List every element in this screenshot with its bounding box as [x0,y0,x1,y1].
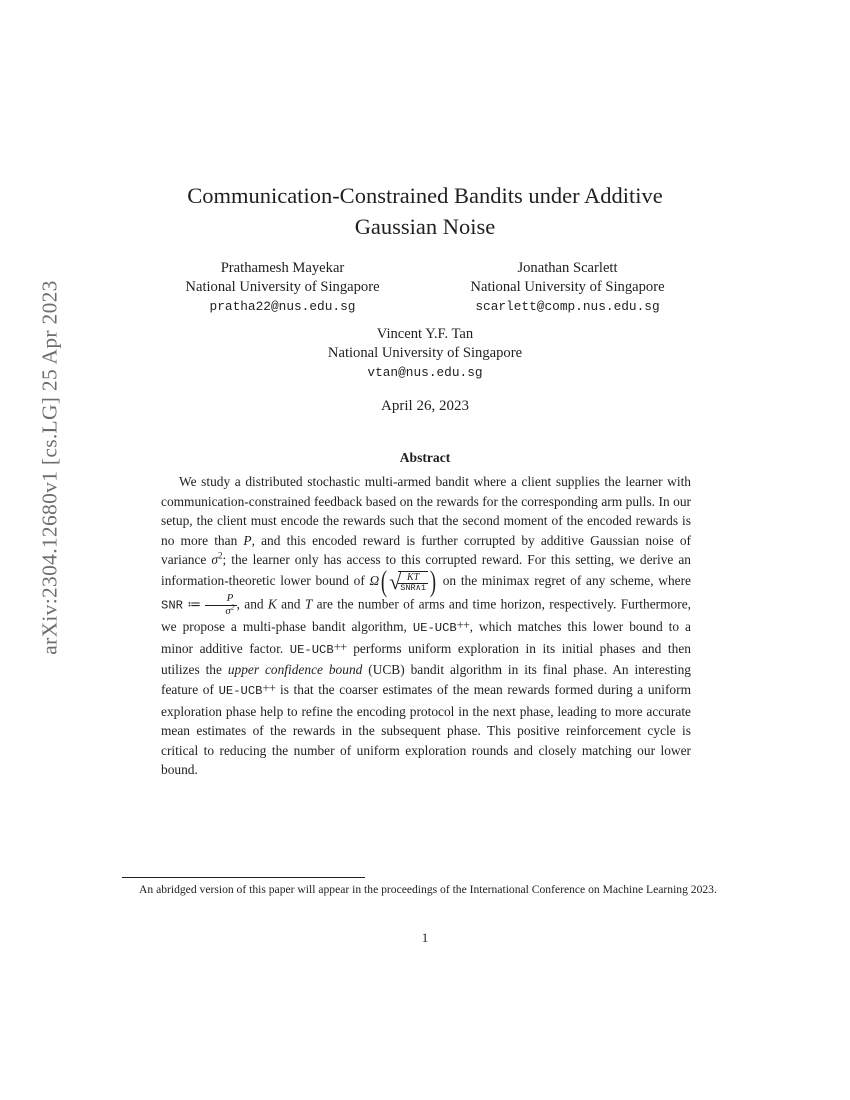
abstract-body [161,472,691,780]
algorithm-suffix: ++ [262,680,276,695]
author-email[interactable]: scarlett@comp.nus.edu.sg [475,299,660,314]
author-entry-2 [435,259,700,317]
author-name: Prathamesh Mayekar [220,260,345,276]
abstract-text-part7: are the number of arms and time horizon, respectively. Furthermore, we propose a multi-phase bandit algorithm, [161,596,691,635]
title-line-2: Gaussian Noise [354,214,496,239]
fraction-p-over-sigma-squared [205,593,236,617]
algorithm-name: UE-UCB [218,684,263,699]
fraction-denominator [205,602,236,617]
math-symbol-K: K [267,596,277,612]
author-entry-3 [150,325,700,383]
author-email[interactable]: vtan@nus.edu.sg [367,365,483,380]
abstract-heading: Abstract [399,450,451,465]
fraction-numerator: KT [406,571,420,583]
fraction-denominator: SNR∧1 [400,582,426,593]
abstract-text-part10: (UCB) bandit algorithm in its final phase. An interesting feature of [161,662,691,698]
abstract-text-part3: ; the learner only has access to this corrupted reward. For this setting, we derive an information-theoretic lower bound of [161,552,691,588]
author-affiliation: National University of Singapore [470,279,665,295]
math-symbol-P: P [243,532,252,548]
algorithm-name: UE-UCB [289,642,334,657]
footnote-text: An abridged version of this paper will appear in the proceedings of the International Conference on Machine Learning 2023. [139,883,717,896]
footnote-rule [122,877,365,878]
author-name: Vincent Y.F. Tan [376,326,474,342]
abstract-text-part1: We study a distributed stochastic multi-armed bandit where a client supplies the learner with communication-constrained feedback based on the rewards for the corresponding arm pulls. In our setup, the client must encode the rewards such that the second moment of the encoded rewards is no more than [161,474,691,548]
assign-symbol: ≔ [187,596,202,612]
algorithm-name: UE-UCB [412,621,457,636]
radical-bar [398,571,428,593]
abstract-text-part6: and [276,596,305,612]
lower-bound-formula [369,564,439,598]
math-symbol-sigma: σ [211,552,218,568]
math-symbol-omega: Ω [369,572,380,588]
abstract-text-part8: , which matches this lower bound to a minor additive factor. [161,619,691,656]
author-email[interactable]: pratha22@nus.edu.sg [209,299,356,314]
sigma-exponent: 2 [230,602,235,612]
author-block [150,259,700,317]
fraction-numerator: P [226,592,234,605]
author-entry-1 [150,259,415,317]
sigma-symbol: σ [225,604,231,617]
abstract-text-part11: is that the coarser estimates of the mean rewards formed during a uniform exploration phase help to refine the encoding protocol in the next phase, leading to more accurate mean estimates of the rewards in the subsequent phase. This positive reinforcement cycle is critical to reducing the number of uniform exploration rounds and closely matching our lower bound. [161,682,691,778]
publication-date: April 26, 2023 [381,398,469,414]
author-affiliation: National University of Singapore [327,345,523,361]
snr-label: SNR [161,598,183,613]
italic-phrase-ucb: upper confidence bound [227,662,363,678]
abstract-text-part5: , and [236,596,268,612]
fraction-kt-over-snr [398,573,428,593]
algorithm-suffix: ++ [333,639,347,654]
abstract-text-part4: on the minimax regret of any scheme, where [438,572,691,588]
author-affiliation: National University of Singapore [185,279,380,295]
page-number: 1 [421,930,429,945]
paren-open: ( [381,564,388,598]
arxiv-stamp: arXiv:2304.12680v1 [cs.LG] 25 Apr 2023 [37,280,62,655]
math-sigma-exponent: 2 [217,550,223,561]
abstract-text-part9: performs uniform exploration in its initial phases and then utilizes the [161,640,691,678]
square-root: √ $\frac{KT}{\text{SNR∧1}}$ [389,568,426,594]
abstract-text-part2: , and this encoded reward is further corrupted by additive Gaussian noise of variance [161,532,691,568]
title-line-1: Communication-Constrained Bandits under Additive [187,183,663,208]
math-symbol-T: T [304,596,313,612]
author-name: Jonathan Scarlett [517,260,618,276]
paren-close: ) [429,564,437,598]
page-title [150,180,700,242]
algorithm-suffix: ++ [456,618,470,633]
